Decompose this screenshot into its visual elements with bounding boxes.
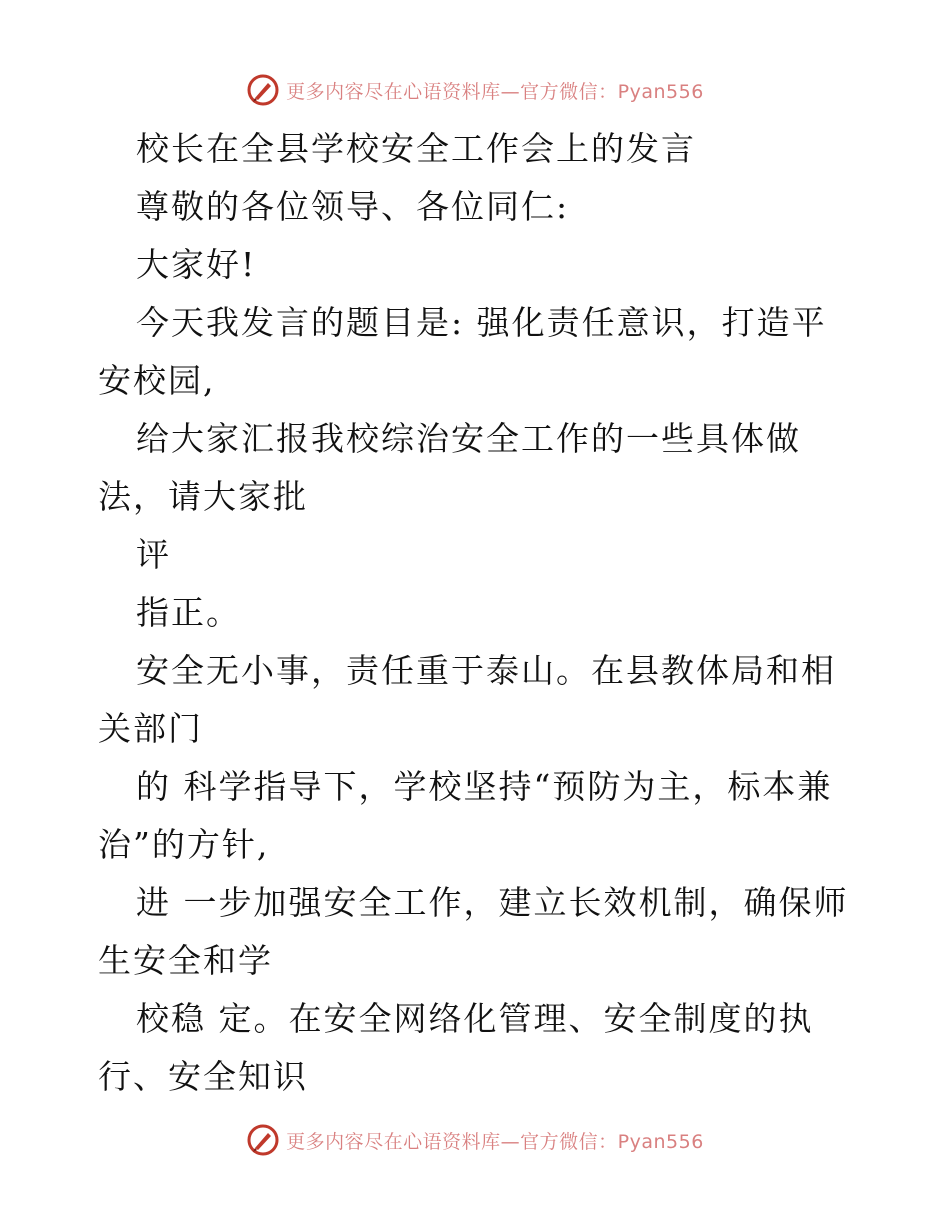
footer-watermark-banner bbox=[0, 1120, 950, 1160]
paragraph: 进 一步加强安全工作，建立长效机制，确保师生安全和学 bbox=[98, 883, 849, 980]
header-watermark-banner bbox=[0, 70, 950, 110]
pen-logo-icon bbox=[246, 1123, 280, 1157]
paragraph: 今天我发言的题目是: 强化责任意识，打造平安校园, bbox=[98, 303, 827, 400]
paragraph: 指正。 bbox=[136, 593, 241, 632]
paragraph: 给大家汇报我校综治安全工作的一些具体做法，请大家批 bbox=[98, 419, 801, 516]
paragraph: 大家好! bbox=[136, 245, 257, 284]
watermark-text: 更多内容尽在心语资料库—官方微信：Pyan556 bbox=[286, 1130, 704, 1153]
pen-logo-icon bbox=[246, 73, 280, 107]
paragraph: 尊敬的各位领导、各位同仁: bbox=[136, 187, 570, 226]
paragraph: 的 科学指导下，学校坚持“预防为主，标本兼治”的方针, bbox=[98, 767, 833, 864]
document-title: 校长在全县学校安全工作会上的发言 bbox=[136, 129, 696, 168]
paragraph: 评 bbox=[136, 535, 171, 574]
document-body bbox=[98, 120, 858, 1106]
paragraph: 安全无小事，责任重于泰山。在县教体局和相关部门 bbox=[98, 651, 836, 748]
watermark-text: 更多内容尽在心语资料库—官方微信：Pyan556 bbox=[286, 80, 704, 103]
paragraph: 校稳 定。在安全网络化管理、安全制度的执行、安全知识 bbox=[98, 999, 814, 1096]
